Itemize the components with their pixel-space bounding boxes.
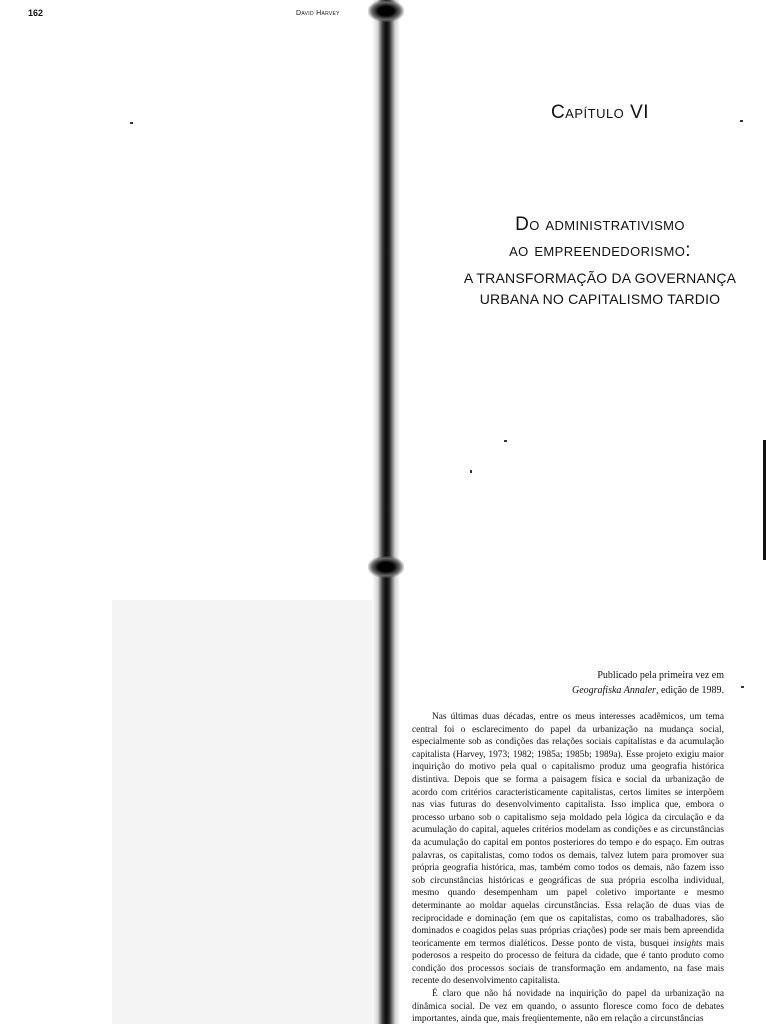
paragraph-1-part-1: Nas últimas duas décadas, entre os meus interesses acadêmicos, um tema central foi o esclarecimento do papel da urbanização na mudança social, especialmente sob as condições das relações sociais capitalistas e da acumulação capitalista (Harvey, 1973; 1982; 1985a; 1985b; 1989a). Esse projeto exigiu maior inquirição do motivo pela qual o capitalismo produz uma geografia histórica distintiva. Depois que se forma a paisagem física e social da urbanização de acordo com critérios caracteristicamente capitalistas, certos limites se interpõem nas vias futuras do desenvolvimento capitalista. Isso implica que, embora o processo urbano sob o capitalismo seja moldado pela lógica da circulação e da acumulação do capital, aqueles critérios modelam as condições e as circunstâncias da acumulação do capital em pontos posteriores do tempo e do espaço. Em outras palavras, os capitalistas, como todos os demais, talvez lutem para promover sua própria geografia histórica, mas, também como todos os demais, não fazem isso sob circunstâncias históricas e geográficas de sua própria escolha individual, mesmo quando desempenham um papel coletivo importante e mesmo determinante ao moldar aquelas circunstâncias. Essa relação de duas vias de reciprocidade e dominação (em que os capitalistas, como os trabalhadores, são dominados e coagidos pelas suas próprias criações) pode ser mais bem apreendida teoricamente em termos dialéticos. Desse ponto de vista, busquei [412, 712, 724, 949]
publication-line-1: Publicado pela primeira vez em [597, 670, 724, 681]
blank-area [112, 600, 374, 1024]
subtitle-line-1: A TRANSFORMAÇÃO DA GOVERNANÇA [463, 270, 737, 286]
subtitle-line-2: URBANA NO CAPITALISMO TARDIO [479, 291, 721, 307]
chapter-title [400, 212, 768, 310]
title-line-2: ao empreendedorismo: [509, 240, 691, 261]
publication-note [572, 668, 724, 698]
left-page [0, 0, 374, 1024]
page-edge-shadow [763, 440, 766, 560]
right-page [400, 0, 763, 1024]
page-number: 162 [28, 8, 44, 18]
speck-mark [130, 122, 133, 124]
publication-line-2 [572, 683, 724, 698]
running-head: David Harvey [296, 10, 340, 17]
journal-name: Geografiska Annaler [571, 685, 656, 696]
paragraph-2: É claro que não há novidade na inquirição do papel da urbanização na dinâmica social. De vez em quando, o assunto floresce como foco de debates importantes, ainda que, mais freqüentemente, não em relação a circunstâncias [412, 989, 724, 1025]
paragraph-1-italic: insights [673, 938, 703, 949]
speck-mark [504, 440, 507, 442]
body-text [412, 711, 724, 1026]
spine-shadow-top [368, 0, 404, 22]
paragraph-1-part-2: mais poderosos a respeito do processo de feitura da cidade, que é tanto produto como condição dos processos sociais de transformação em andamento, na fase mais recente do desenvolvimento capitalista. [412, 938, 724, 987]
spine-shadow-mid [368, 556, 404, 578]
chapter-label: Capítulo VI [550, 102, 650, 123]
title-line-1: Do administrativismo [515, 214, 685, 235]
publication-edition: , edição de 1989. [655, 685, 724, 696]
speck-mark [741, 686, 744, 688]
speck-mark [470, 470, 472, 473]
book-spine [372, 0, 400, 1024]
speck-mark [740, 120, 743, 122]
paragraph-1 [412, 711, 724, 988]
